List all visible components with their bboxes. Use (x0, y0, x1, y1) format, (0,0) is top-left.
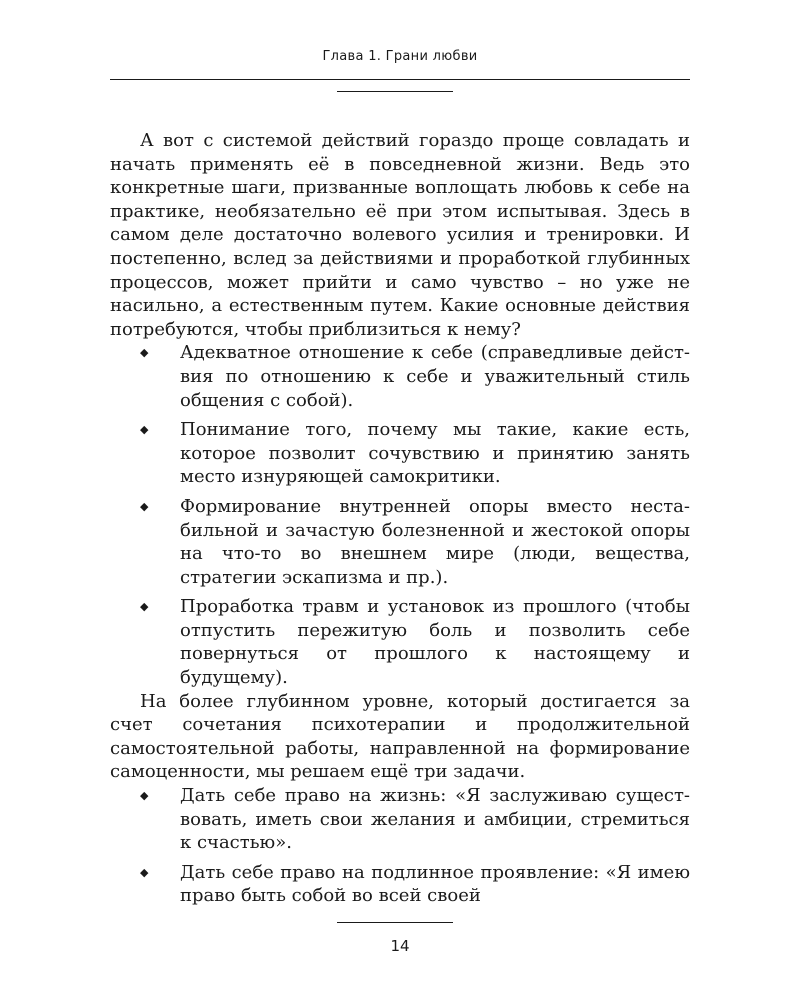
diamond-bullet-icon: ◆ (140, 423, 149, 437)
list-item (110, 495, 690, 589)
paragraph: На более глубинном уровне, который достигается за счет сочетания психотерапии и продолжительной самостоятельной работы, направленной на формирование самоценности, мы решаем ещё три задачи. (110, 690, 690, 783)
list-item (110, 595, 690, 689)
list-item (110, 861, 690, 908)
paragraph: А вот с системой действий гораздо проще совладать и начать применять её в повседневной жизни. Ведь это конкретные шаги, призванные воплощать любовь к себе на практике, необязательно её при этом испытывая. Здесь в самом деле достаточно волевого усилия и тренировки. И постепенно, вслед за действиями и проработкой глубинных процессов, может прийти и само чувство – но уже не насильно, а естественным путем. Какие основные действия потребуются, чтобы приблизиться к нему? (110, 130, 690, 340)
list-item-text: Адекватное отношение к себе (справедливые действия по отношению к себе и уважительный стиль общения с собой). (180, 342, 690, 411)
list-item-text: Формирование внутренней опоры вместо нестабильной и зачастую болезненной и жестокой опоры на что-то во внешнем мире (люди, вещества, стратегии эскапизма и пр.). (180, 495, 690, 588)
footer-divider (337, 922, 453, 923)
list-item-text: Понимание того, почему мы такие, какие есть, которое позволит сочувствию и принятию занять место изнуряющей самокритики. (180, 419, 690, 488)
list-item (110, 784, 690, 855)
running-head-chapter-title: Глава 1. Грани любви (322, 49, 478, 64)
bullet-list-tasks (110, 784, 690, 908)
list-item-text: Дать себе право на жизнь: «Я заслуживаю существовать, иметь свои желания и амбиции, стремиться к счастью». (180, 785, 690, 854)
header-divider (110, 79, 690, 80)
list-item-text: Дать себе право на подлинное проявление: «Я имею право быть собой во всей своей (180, 861, 690, 907)
list-item (110, 418, 690, 489)
diamond-bullet-icon: ◆ (140, 600, 149, 614)
list-item (110, 341, 690, 412)
header-short-divider (337, 91, 453, 92)
diamond-bullet-icon: ◆ (140, 789, 149, 803)
page-number: 14 (390, 937, 410, 955)
bullet-list-actions (110, 341, 690, 689)
diamond-bullet-icon: ◆ (140, 865, 149, 879)
page-body (110, 129, 690, 908)
list-item-text: Проработка травм и установок из прошлого (чтобы отпустить пережитую боль и позволить себе повернуться от прошлого к настоящему и будущему). (180, 596, 690, 689)
diamond-bullet-icon: ◆ (140, 499, 149, 513)
diamond-bullet-icon: ◆ (140, 346, 149, 360)
